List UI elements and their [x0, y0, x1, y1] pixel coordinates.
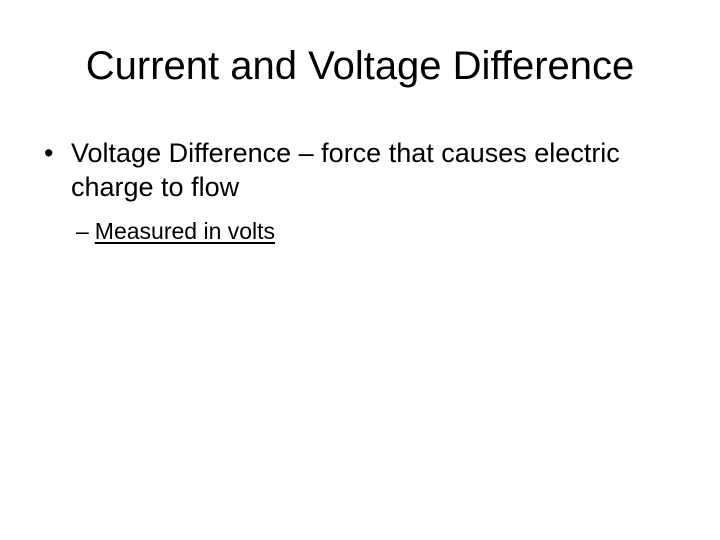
- slide-title: Current and Voltage Difference: [85, 44, 635, 88]
- sub-bullet-marker: –: [76, 218, 89, 244]
- bullet-marker: •: [44, 138, 54, 168]
- sub-bullet-item: [76, 216, 676, 246]
- bullet-text: Voltage Difference – force that causes electric charge to flow: [71, 138, 620, 202]
- sub-bullet-link[interactable]: Measured in volts: [94, 218, 276, 244]
- bullet-item: [44, 136, 684, 204]
